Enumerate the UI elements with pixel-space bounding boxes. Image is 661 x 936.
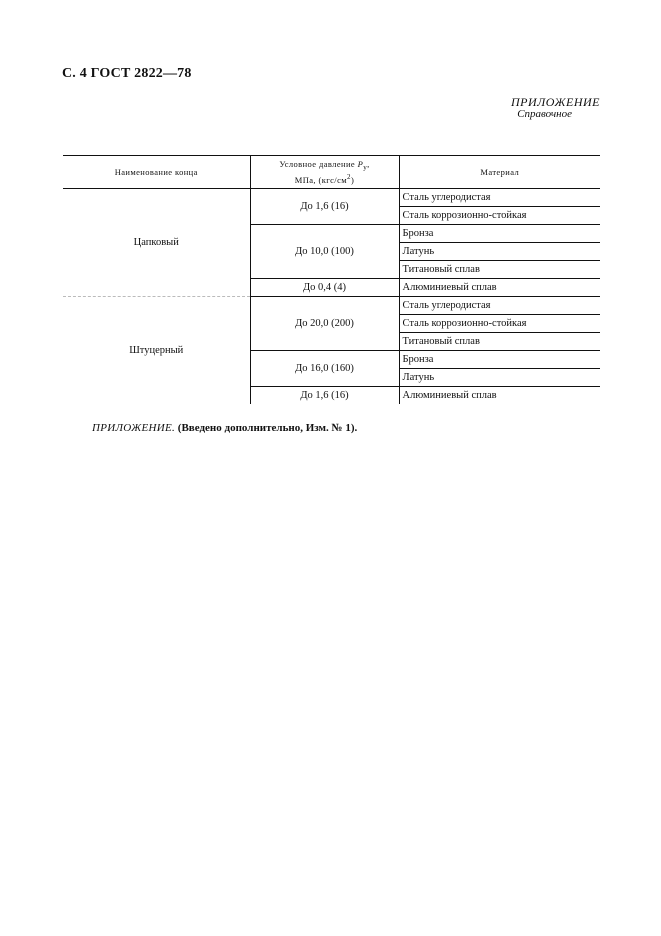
footnote — [92, 422, 357, 434]
material-cell: Титановый сплав — [399, 333, 600, 351]
pressure-symbol: P — [357, 158, 364, 169]
appendix-subtitle: Справочное — [517, 108, 572, 120]
page-header: С. 4 ГОСТ 2822—78 — [62, 66, 192, 81]
material-cell: Титановый сплав — [399, 261, 600, 279]
pressure-header-close: ) — [350, 175, 355, 186]
column-header-name: Наименование конца — [63, 156, 250, 189]
material-cell: Сталь коррозионно-стойкая — [399, 315, 600, 333]
pressure-subscript: у — [363, 163, 368, 172]
material-cell: Сталь углеродистая — [399, 189, 600, 207]
end-type-cell: Штуцерный — [63, 297, 250, 405]
material-cell: Алюминиевый сплав — [402, 390, 497, 401]
end-type-cell: Цапковый — [133, 237, 179, 248]
material-cell: Латунь — [399, 369, 600, 387]
pressure-cell: До 10,0 (100) — [250, 225, 399, 279]
appendix-title: ПРИЛОЖЕНИЕ — [511, 95, 600, 109]
appendix-heading — [400, 96, 600, 120]
material-cell: Сталь коррозионно-стойкая — [399, 207, 600, 225]
footnote-text: (Введено дополнительно, Изм. № 1). — [177, 422, 358, 434]
material-cell: Бронза — [399, 225, 600, 243]
pressure-material-table — [63, 155, 600, 404]
material-cell: Сталь углеродистая — [399, 297, 600, 315]
column-header-pressure: Условное давление $P_у$, МПа, $(кгс/см^2)$ — [250, 156, 399, 189]
material-cell: Бронза — [399, 351, 600, 369]
material-cell: Латунь — [399, 243, 600, 261]
pressure-cell: До 0,4 (4) — [250, 279, 399, 297]
table-header-row — [63, 156, 600, 189]
table-row — [63, 189, 600, 207]
pressure-header-line1: Условное давление — [279, 158, 356, 169]
table-row — [63, 297, 600, 315]
material-cell: Алюминиевый сплав — [399, 279, 600, 297]
pressure-header-line2: МПа, (кгс/см — [294, 175, 348, 186]
footnote-label: ПРИЛОЖЕНИЕ. — [92, 422, 176, 434]
pressure-cell: До 20,0 (200) — [250, 297, 399, 351]
column-header-material: Материал — [399, 156, 600, 189]
pressure-cell: До 16,0 (160) — [250, 351, 399, 387]
pressure-cell: До 1,6 (16) — [250, 189, 399, 225]
pressure-sup: 2 — [347, 173, 351, 182]
pressure-cell: До 1,6 (16) — [250, 387, 399, 405]
